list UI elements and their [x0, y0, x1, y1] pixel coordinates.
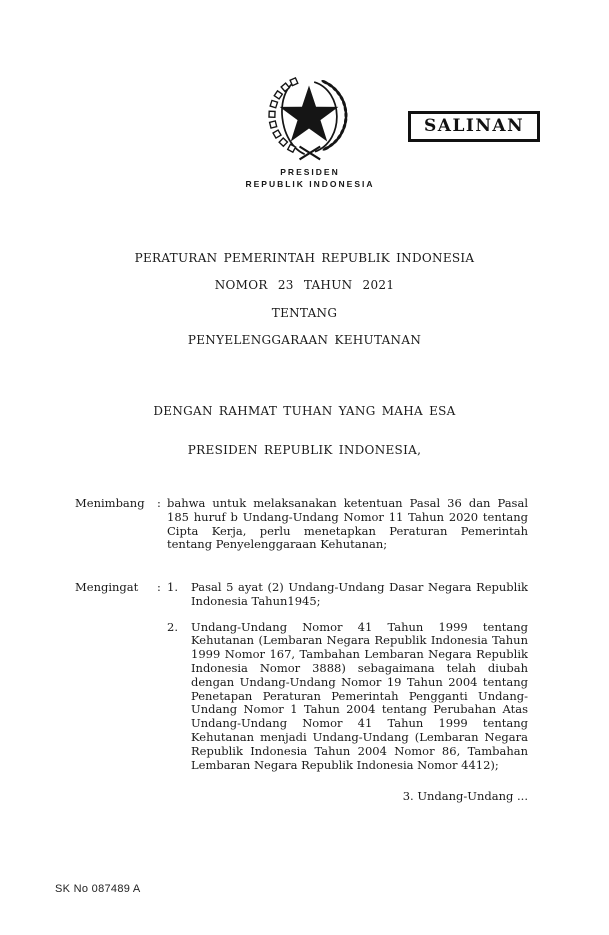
remembering-label: Mengingat — [75, 580, 139, 594]
legal-basis-item — [167, 581, 528, 609]
presidential-star-emblem-icon — [266, 76, 352, 162]
regulation-number-line: NOMOR 23 TAHUN 2021 — [214, 278, 395, 292]
remembering-section — [75, 581, 530, 772]
remembering-colon: : — [157, 580, 161, 594]
legal-basis-item — [167, 621, 528, 773]
emblem-caption-line2: REPUBLIK INDONESIA — [245, 179, 375, 189]
salinan-stamp: SALINAN — [408, 111, 540, 142]
regulation-title-line1: PERATURAN PEMERINTAH REPUBLIK INDONESIA — [134, 251, 475, 265]
catchword: 3. Undang-Undang ... — [402, 789, 528, 803]
legal-basis-item-number: 2. — [167, 619, 178, 634]
emblem-caption-line1: PRESIDEN — [280, 167, 340, 177]
considering-colon: : — [157, 496, 161, 510]
legal-basis-item-number: 1. — [167, 580, 178, 594]
legal-basis-item-text: Pasal 5 ayat (2) Undang-Undang Dasar Negara Republik Indonesia Tahun1945; — [191, 580, 528, 608]
regulation-about-label: TENTANG — [271, 306, 338, 320]
authority-line: PRESIDEN REPUBLIK INDONESIA, — [187, 443, 422, 457]
considering-label: Menimbang — [75, 496, 145, 510]
legal-basis-list — [167, 581, 528, 772]
considering-section — [75, 497, 530, 552]
invocation-line: DENGAN RAHMAT TUHAN YANG MAHA ESA — [153, 404, 456, 418]
emblem-caption — [225, 166, 395, 190]
considering-text: bahwa untuk melaksanakan ketentuan Pasal 36 dan Pasal 185 huruf b Undang-Undang Nomor 11 Tahun 2020 tentang Cipta Kerja, perlu menetapkan Peraturan Pemerintah tentang Penyelenggaraan Kehutanan; — [167, 496, 528, 552]
legal-basis-item-text: Undang-Undang Nomor 41 Tahun 1999 tentang Kehutanan (Lembaran Negara Republik Indonesia Tahun 1999 Nomor 167, Tambahan Lembaran Negara Republik Indonesia Nomor 3888) sebagaimana telah diubah dengan Undang-Undang Nomor 19 Tahun 2004 tentang Penetapan Peraturan Pemerintah Pengganti Undang-Undang Nomor 1 Tahun 2004 tentang Perubahan Atas Undang-Undang Nomor 41 Tahun 1999 tentang Kehutanan menjadi Undang-Undang (Lembaran Negara Republik Indonesia Tahun 2004 Nomor 86, Tambahan Lembaran Negara Republik Indonesia Nomor 4412); — [191, 619, 528, 772]
regulation-subject-line: PENYELENGGARAAN KEHUTANAN — [187, 333, 422, 347]
footer-code: SK No 087489 A — [55, 883, 141, 895]
